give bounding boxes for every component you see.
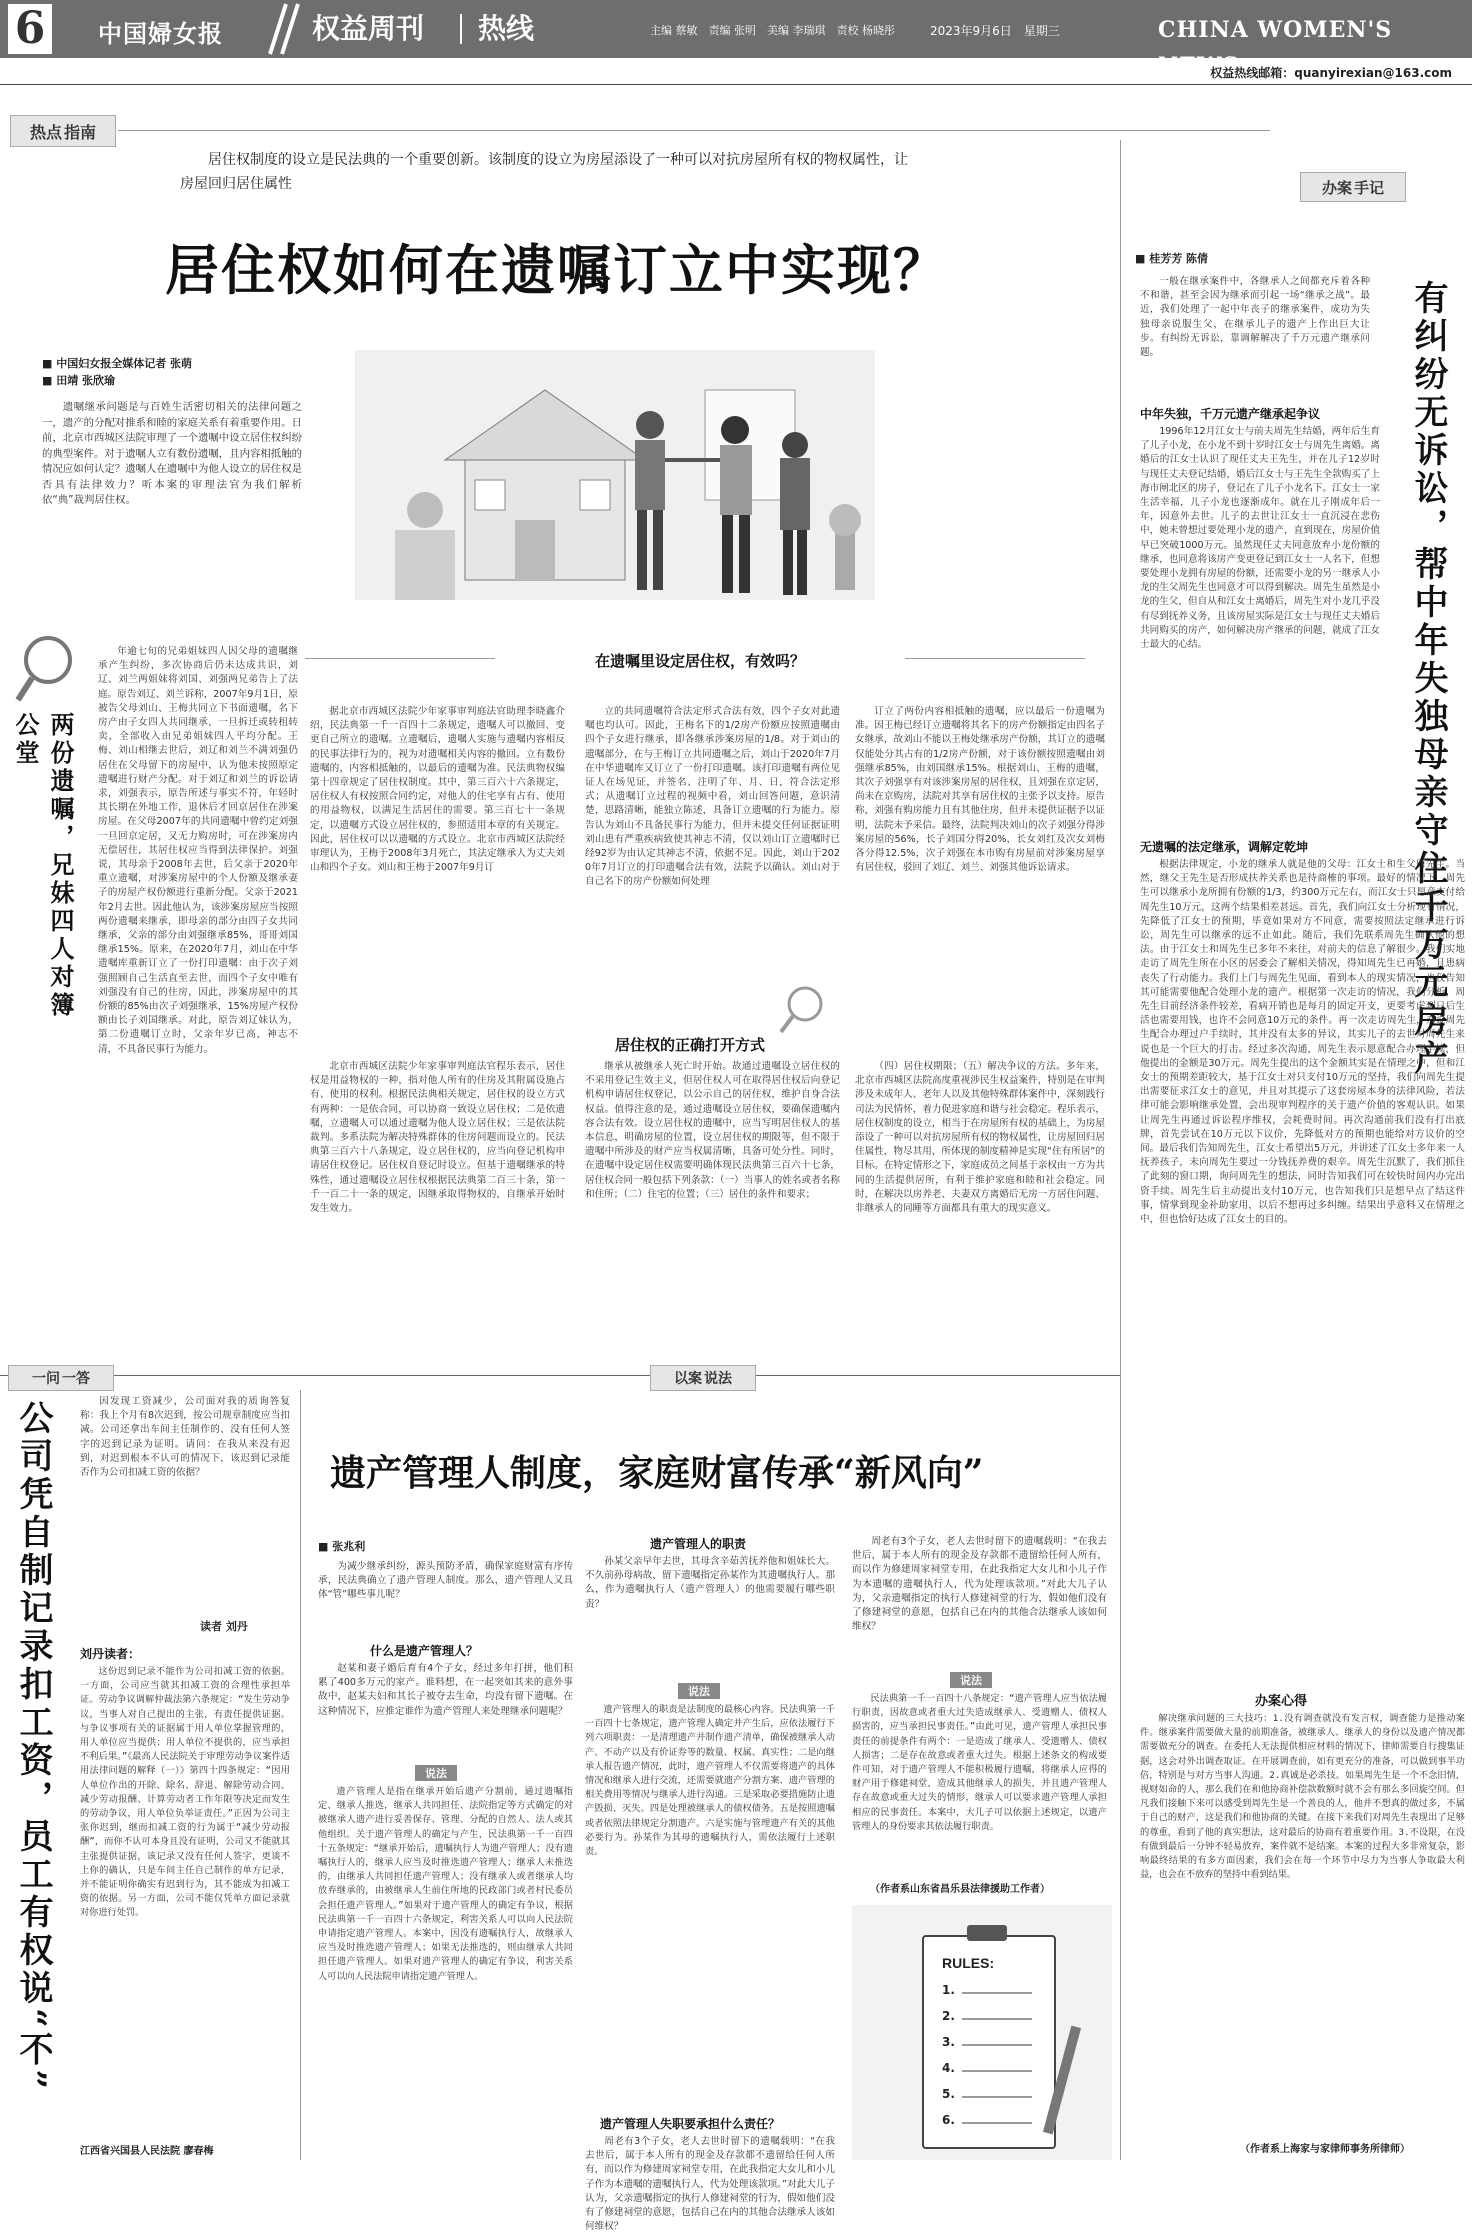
law-t2: 孙某父亲早年去世，其母含辛茹苦抚养他和姐妹长大。不久前孙母病故，留下遗嘱指定孙某作为其遗嘱执行人。那么，作为遗嘱执行人（遗产管理人）的他需要履行哪些职责？ [585,1556,835,1610]
rules-item: 1. [942,1983,955,1997]
rules-title: RULES: [942,1955,995,1971]
section-name: 权益周刊 [312,12,425,45]
case-text: 年逾七旬的兄弟姐妹四人因父母的遗嘱继承产生纠纷，多次协商后仍未达成共识，刘辽、刘兰两姐妹将刘国、刘强两兄弟告上了法庭。原告刘辽、刘兰诉称，2007年9月1日，原被告父母刘山、王梅共同立下书面遗嘱，名下房产由子女四人共同继承，一旦拆迁或转租转卖，全部收入由兄弟姐妹四人平均分配。王梅、刘山相继去世后，刘辽和刘兰不满刘强仍居住在父母留下的房屋中，认为他未按照原定遗嘱进行财产分配。对于刘辽和刘兰的诉讼请求，刘强表示，原告所述与事实不符，年轻时其长期在外地工作，退休后才回京居住在涉案房屋。在父母2007年的共同遗嘱中曾约定刘强一旦回京定居，又无力购房时，可在涉案房内无偿居住，其居住权应当得到法律保护。刘强说，其母亲于2008年去世，后父亲于2020年重立遗嘱，对涉案房屋中的个人份额及继承妻子的房屋产权份额进行重新分配。父亲于2021年2月去世。因此他认为，该涉案房屋应当按照两份遗嘱来继承，即母亲的部分由四子女共同继承，父亲的部分由刘强继承85%，哥哥刘国继承15%。原来，在2020年7月，刘山在中华遗嘱库重新订立了一份打印遗嘱：由于次子刘强照顾自己生活直至去世，而四个子女中唯有刘强没有自己的住房，因此，涉案房屋中的其份额的85%由次子刘强继承，15%房屋产权份额由长子刘国继承。对此，原告刘辽妹认为，第二份遗嘱订立时，父亲年岁已高，神志不清，不具备民事行为能力。 [98,646,298,1055]
law-t3: 周老有3个子女，老人去世时留下的遗嘱载明：“在我去世后，属于本人所有的现金及存款都不遗留给任何人所有，而以作为修建周家祠堂专用，在此我指定大女儿和小儿子作为本遗嘱的遗嘱执行人，代为处理该款项。”对此大儿子认为，父亲遗嘱指定的执行人修建祠堂的行为，假如他们没有了修建祠堂的意愿，包括自己在内的其他合法继承人该如何维权？ [852,1536,1107,1633]
paper-logo: 中国婦女报 [98,19,223,48]
subsection-name: 热线 [478,12,535,45]
valid-subhead: 在遗嘱里设定居住权，有效吗？ [594,652,805,670]
qa-author: 江西省兴国县人民法院 廖春梅 [80,2146,214,2157]
illustration-house-keys [325,330,905,620]
hot-guide-tag: 热点 指南 [10,115,116,147]
case-notes-tag: 办案 手记 [1300,172,1406,202]
rules-lines [962,1985,1042,2135]
rules-item: 4. [942,2061,955,2075]
notes-mind: 解决继承问题的三大技巧：1.没有调查就没有发言权，调查能力是推动案件。继承案件需要做大量的前期准备，被继承人、继承人的身份以及遗产情况都需要做充分的调查。在委托人无法提供相应材料的情况下，律师需要自行搜集证据，这会对外出调查取证。在开展调查前，如有更充分的准备，可以做到事半功倍，特别是与对方当事人沟通。2.真诚是必杀技。如果周先生是一个不念旧情，视财如命的人，那么我们在和他协商补偿款数额时就不会有那么多回旋空间。但凡我们接触下来可以感受到周先生是一个善良的人，他并不想真的做过多，不属于自己的财产，这是我们和他协商的关键。在接下来我们对周先生表现出了足够的尊重，看到了他的真实想法，这对最后的协商有着重要作用。3.不设限，在没有做到最后一分钟不轻易放弃，案件就不是结案。本案的过程大多非常复杂，影响最终结果的有多方面因素，我们会在每一个环节中尽力为当事人争取最大利益，也会在不放弃的坚持中看到结果。 [1140,1713,1465,1881]
qa-headline: 公司凭自制记录扣工资，员工有权说“不” [13,1400,53,2094]
qa-answer-head: 刘丹读者： [80,1647,141,1661]
section-divider [460,14,462,44]
notes-author: （作者系上海家与家律师事务所律师） [1240,2144,1410,2155]
law-talk-tag: 以案 说法 [650,1365,756,1391]
law-byline: ■ 张兆利 [318,1540,366,1553]
qa-law-rule [300,1390,301,2160]
issue-date: 2023年9月6日 星期三 [930,24,1060,38]
magnifier-icon [14,628,84,708]
right-col-3: （四）居住权期限；（五）解决争议的方法。多年来，北京市西城区法院高度重视涉民生权益案件，特别是在审判涉及未成年人、老年人以及其他特殊群体案件中，深刻践行司法为民情怀，着力促进家庭和谐与社会稳定。程乐表示，居住权制度的设立，相当于在房屋所有权的基础上，为房屋添设了一种可以对抗房屋所有权的物权属性，让房屋回归居住属性，物尽其用，所体现的制度精神是实现“住有所居”的目标。在特定情形之下，家庭成员之间基于亲权由一方为共同的生活提供居所，有利于维护家庭和睦和社会稳定。同时，在解决以房养老、夫妻双方离婚后无房一方居住问题、非继承人的同睡等方面都具有重大的现实意义。 [855,1061,1105,1215]
notes-sub-1: 中年失独，千万元遗产继承起争议 [1140,407,1321,421]
law-t3b: 民法典第一千一百四十八条规定：“遗产管理人应当依法履行职责，因故意或者重大过失造成继承人、受遗赠人、债权人损害的，应当承担民事责任。”由此可见，遗产管理人承担民事责任的前提条件有两个：一是造成了继承人、受遗赠人、债权人损害；二是存在故意或者重大过失。根据上述条文的构成要件可知，对于遗产管理人不能积极履行遗嘱，将继承人应得的财产用于修建祠堂，造成其他继承人的损失，并且遗产管理人存在故意或重大过失的情形，继承人可以要求遗产管理人承担相应的民事责任。本案中，大儿子可以依据上述规定，以遗产管理人的身份要求其依法履行职责。 [852,1693,1107,1832]
qa-tag: 一问 一答 [8,1365,114,1391]
rules-item: 5. [942,2087,955,2101]
rules-item: 3. [942,2035,955,2049]
lead-deck: 居住权制度的设立是民法典的一个重要创新。该制度的设立为房屋添设了一种可以对抗房屋所有权的物权属性，让房屋回归居住属性 [180,152,908,192]
header-rule [0,84,1472,85]
valid-col-2: 立的共同遗嘱符合法定形式合法有效，四个子女对此遗嘱也均认可。因此，王梅名下的1/2房产份额应按照遗嘱由四个子女进行继承，即各继承涉案房屋的1/8。对于刘山的遗嘱部分，在与王梅订立共同遗嘱之后，刘山于2020年7月在中华遗嘱库又订立了一份打印遗嘱。该打印遗嘱有两位见证人在场见证，并签名、注明了年、月、日，符合法定形式；从遗嘱订立过程的视频中看，刘山回答问题，意识清楚，思路清晰，能独立陈述，具备订立遗嘱的行为能力。原告认为刘山不具备民事行为能力，但并未提交任何证据证明刘山患有严重疾病致使其神志不清，仅以刘山订立遗嘱时已经92岁为由认定其神志不清，依据不足。因此，刘山于2020年7月订立的打印遗嘱合法有效，法院予以确认。刘山对于自己名下的房产份额如何处理 [585,706,840,888]
qa-letter: 因发现工资减少，公司面对我的质询答复称：我上个月有8次迟到，按公司规章制度应当扣减。公司还拿出车间主任制作的、没有任何人签字的迟到记录为证明。请问：在我从来没有迟到，对迟到根本不认可的情况下，该迟到记录能否作为公司扣减工资的依据？ [80,1396,290,1479]
notes-intro: 一般在继承案件中，各继承人之间都充斥着各种不和谐，甚至会因为继承而引起一场“继承之战”。最近，我们处理了一起中年丧子的继承案件，成功为失独母亲说服生父，在继承儿子的遗产上作出巨大让步。有纠纷无诉讼，靠调解解决了千万元遗产继承问题。 [1140,276,1370,359]
law-t1b: 遗产管理人是指在继承开始后遗产分割前，通过遗嘱指定、继承人推选，继承人共同担任、法院指定等方式确定的对被继承人遗产进行妥善保存、管理、分配的自然人、法人或其他组织。关于遗产管理人的确定与产生，民法典第一千一百四十五条规定：“继承开始后，遗嘱执行人为遗产管理人；没有遗嘱执行人的，继承人应当及时推选遗产管理人；继承人未推选的，由继承人共同担任遗产管理人；没有继承人或者继承人均放弃继承的，由被继承人生前住所地的民政部门或者村民委员会担任遗产管理人。”如果对于遗产管理人的确定有争议，根据民法典第一千一百四十六条规定，利害关系人可以向人民法院申请指定遗产管理人。本案中，因没有遗嘱执行人，故继承人应当及时推选遗产管理人；如果无法推选的，则由继承人共同担任遗产管理人。如果对遗产管理人的确定有争议，利害关系人可以向人民法院申请指定遗产管理人。 [318,1786,573,1982]
law-author: （作者系山东省昌乐县法律援助工作者） [870,1884,1050,1895]
notes-sub-2: 无遗嘱的法定继承，调解定乾坤 [1140,840,1309,854]
valid-rule-left [305,658,495,659]
right-subhead: 居住权的正确打开方式 [614,1036,765,1054]
notes-mind-title: 办案心得 [1255,1694,1308,1709]
right-col-2: 继承从被继承人死亡时开始。故通过遗嘱设立居住权的不采用登记生效主义，但居住权人可在取得居住权后向登记机构申请居住权登记，以公示自己的居住权，维护自身合法权益。值得注意的是，通过遗嘱设立居住权，要确保遗嘱内容合法有效。设立居住权的遗嘱中，应当写明居住权人的基本信息，明确房屋的位置，设立居住权的期限等，但不限于遗嘱中所涉及的财产应当权属清晰，具备可处分性。同时，在遗嘱中设定居住权需要明确体现民法典第三百六十七条，居住权合同一般包括下列条款：（一）当事人的姓名或者名称和住所；（二）住宅的位置；（三）居住的条件和要求； [585,1061,840,1200]
valid-rule-right [905,658,1085,659]
header-english: CHINA WOMEN'S NEWS [1158,17,1393,79]
valid-col-3: 订立了两份内容相抵触的遗嘱，应以最后一份遗嘱为准。因王梅已经订立遗嘱将其名下的房产份额指定由四名子女继承，故刘山不能以王梅处继承房产份额，其订立的遗嘱仅能处分其占有的1/2房产份额，对于该份额按照遗嘱由刘强继承85%，由刘国继承15%。根据刘山、王梅的遗嘱，其次子刘强享有对该涉案房屋的居住权，且刘强在京定居，尚未在京购房，法院对其享有居住权的主张予以支持。原告称，刘强有购房能力且有其他住房，但并未提供证据予以证明，法院未予采信。最终，法院判决刘山的次子刘强分得涉案房屋的56%，长子刘国分得20%，长女刘红及次女刘梅各分得12.5%，次子刘强在本市购有房屋前对涉案房屋享有居住权，驳回了刘辽、刘兰、刘强其他诉讼请求。 [855,706,1105,874]
case-title: 两份遗嘱，兄妹四人对簿公堂 [11,712,75,1020]
law-q1: 什么是遗产管理人？ [370,1644,479,1658]
law-headline: 遗产管理人制度，家庭财富传承“新风向” [330,1452,984,1494]
bottom-rule [0,1375,1120,1376]
rules-item: 2. [942,2009,955,2023]
guide-rule [118,130,1270,131]
law-t3-start: 周老有3个子女，老人去世时留下的遗嘱载明：“在我去世后，属于本人所有的现金及存款都不遗留给任何人所有，而以作为修建周家祠堂专用，在此我指定大女儿和小儿子作为本遗嘱的遗嘱执行人，代为处理该款项。”对此大儿子认为，父亲遗嘱指定的执行人修建祠堂的行为，假如他们没有了修建祠堂的意愿，包括自己在内的其他合法继承人该如何维权？ [585,2136,835,2233]
main-right-rule [1120,140,1121,2160]
law-tag-2: 说法 [678,1683,720,1699]
law-tag-1: 说法 [415,1765,457,1781]
notes-text-2: 根据法律规定，小龙的继承人就是他的父母：江女士和生父周先生。当然，继父王先生是否形成扶养关系也是待商榷的事项。最好的情况下，周先生可以继承小龙所拥有份额的1/3，约300万元左右，而江女士只愿意支付给周先生10万元，这两个结果相差甚远。首先，我们向江女士分析现有情况，先降低了江女士的预期，毕竟如果对方不同意，需要按照法定继承进行诉讼，周先生可以继承的远不止如此。随后，我们先联系周先生确认他的想法。由于江女士和周先生已多年不来往，对前夫的信息了解很少。我们实地走访了周先生所在小区的居委会了解相关情况，得知周先生已再婚，且患病丧失了行动能力。我们上门与周先生见面，看到本人的现实情况，也仅告知其可能需要他配合处理小龙的遗产。根据第一次走访的情况，我们分析，周先生目前经济条件较差，看病开销也是每月的固定开支，更要考虑到日后生活也需要用钱，也许不会同意10万元的条件。再一次走访周先生，劝说周先生配合办理过户手续时，其并没有太多的异议，其实儿子的去世对周先生来说也是一个巨大的打击。经过多次沟通，周先生表示愿意配合办理手续，但他提出的金额是30万元。周先生提出的这个金额其实是在情理之中，但和江女士的预期差距较大，基于江女士对只支付10万元的坚持，我们向周先生提出需要征求江女士的意见，并且对其提示了这套房屋本身的法律风险，若法律可能会影响继承处置，会出现审判程序的关于遗产价值的客观认识。如果让周先生再通过诉讼程序维权，会耗费时间。再次沟通前我们没有打出底牌，首先尝试在10万元以下议价，先降低对方的预期也能给对方议价的空间。最后我们告知周先生，江女士希望出5万元，并讲述了江女士多年来一人抚养孩子，未向周先生要过一分钱抚养费的艰辛。周先生沉默了，我们抓住了此刻的窗口期，询问周先生的想法，同时告知我们可在较快时间内办完出资手续。周先生后主动提出支付10万元，也告知我们只是想早点了结这件事，情掌到现金补助家用，以后不想再过多纠缠。结果出乎意料又在情理之中，但也恰好达成了江女士的目的。 [1140,859,1465,1226]
magnifier-icon-2 [775,980,831,1036]
notes-headline: 有纠纷无诉讼，帮中年失独母亲守住千万元房产 [1408,280,1448,1078]
law-q3: 遗产管理人失职要承担什么责任？ [600,2117,781,2131]
qa-reader: 读者 刘丹 [200,1620,248,1633]
right-col-1: 北京市西城区法院少年家事审判庭法官程乐表示，居住权是用益物权的一种，指对他人所有的住房及其附属设施占有、使用的权利。根据民法典相关规定，居住权的设立方式有两种：一是依合同，可以协商一致设立居住权；二是依遗嘱，立遗嘱人可以通过遗嘱为他人设立居住权；三是依法院裁判。多系法院为解决特殊群体的住房问题而设立的。民法典第三百六十八条规定，设立居住权的，应当向登记机构申请居住权登记。居住权自登记时设立。但基于遗嘱继承的特殊性，通过遗嘱设立居住权根据民法典第二百三十条，第一千一百二十一条的规定，因继承取得物权的，自继承开始时发生效力。 [310,1061,565,1215]
clipboard-clip [967,1925,1007,1941]
byline-authors: ■ 田靖 张欣瑜 [42,374,116,387]
lead-intro: 遗嘱继承问题是与百姓生活密切相关的法律问题之一，遗产的分配对推系和睦的家庭关系有着重要作用。日前，北京市西城区法院审理了一个遗嘱中设立居住权纠纷的典型案件。对于遗嘱人立有数份遗嘱，且内容相抵触的情况应如何认定？遗嘱人在遗嘱中为他人设立的居住权是否具有法律效力？听本案的审理法官为我们解析依“典”裁判居住权。 [42,401,302,506]
lead-headline: 居住权如何在遗嘱订立中实现？ [165,238,949,302]
law-intro: 为减少继承纠纷，源头预防矛盾，确保家庭财富有序传承，民法典确立了遗产管理人制度。那么，遗产管理人又具体“管”哪些事儿呢？ [318,1561,573,1601]
law-t1: 赵某和妻子婚后育有4个子女，经过多年打拼，他们积累了400多万元的家产。谁料想，在一起突如其来的意外事故中，赵某夫妇和其长子被夺去生命，均没有留下遗嘱。在这种情况下，应推定谁作为遗产管理人来处理继承问题呢？ [318,1663,573,1717]
hotline-email: 权益热线邮箱：quanyirexian@163.com [1210,66,1452,80]
staff-list: 主编 蔡敏 责编 张明 美编 李瑞琪 责校 杨晓彤 [650,24,895,37]
law-t2b: 遗产管理人的职责是法制度的最核心内容。民法典第一千一百四十七条规定，遗产管理人确定并产生后，应依法履行下列六项职责：一是清理遗产并制作遗产清单，确保被继承人动产、不动产以及有价证券等的数量、权属、真实性；二是向继承人报告遗产情况，此时，遗产管理人不仅需要将遗产的具体情况和继承人进行交流，还需要就遗产分割方案、遗产管理的相关费用等情况与继承人进行沟通。三是采取必要措施防止遗产毁损、灭失。四是处理被继承人的债权债务。五是按照遗嘱或者依照法律规定分割遗产。六是实施与管理遗产有关的其他必要行为。孙某作为其母的遗嘱执行人，需依法履行上述职责。 [585,1704,835,1858]
law-tag-3: 说法 [950,1672,992,1688]
notes-text-1: 1996年12月江女士与前夫周先生结婚，两年后生育了儿子小龙，在小龙不到十岁时江女士与周先生离婚。离婚后的江女士认识了现任丈夫王先生，并在儿子12岁时与现任丈夫登记结婚，婚后江女士与王先生全款购买了上海市闸北区的房子，登记在了儿子小龙名下。江女士一家生活幸福，儿子小龙也逐渐成年。就在儿子刚成年后一年，因意外去世。儿子的去世让江女士一直沉浸在悲伤中，她未曾想过要处理小龙的遗产，直到现在，房屋价值早已突破1000万元。虽然现任丈夫同意放弃小龙份额的继承，也同意将该房产变更登记到江女士一人名下，但想要处理小龙拥有房屋的份额，还需要小龙的另一继承人小龙的生父周先生也同意才可以得到解决。周先生虽然是小龙的生父，但自从和江女士离婚后，周先生对小龙几乎没有尽到抚养义务，且该房屋实际是江女士与现任丈夫婚后共同购买的房产，如何解决房产继承的问题，就成了江女士最大的心结。 [1140,426,1380,651]
law-q2: 遗产管理人的职责 [650,1537,747,1551]
header-slash-icon [252,4,302,54]
rules-item: 6. [942,2113,955,2127]
page-number: 6 [8,4,52,54]
notes-byline: ■ 桂芳芳 陈倩 [1135,252,1209,265]
rules-clipboard-illustration [852,1905,1112,2160]
valid-col-1: 据北京市西城区法院少年家事审判庭法官助理李晓鑫介绍，民法典第一千一百四十二条规定，遗嘱人可以撤回、变更自己所立的遗嘱。立遗嘱后，遗嘱人实施与遗嘱内容相反的民事法律行为的，视为对遗嘱相关内容的撤回。立有数份遗嘱的，内容相抵触的，以最后的遗嘱为准。民法典物权编第十四章规定了居住权制度。其中，第三百六十六条规定，居住权人有权按照合同约定，对他人的住宅享有占有、使用的用益物权，以满足生活居住的需要。第三百七十一条规定，以遗嘱方式设立居住权的，参照适用本章的有关规定。因此，居住权可以以遗嘱的方式设立。北京市西城区法院经审理认为，王梅于2008年3月死亡，其法定继承人为丈夫刘山和四个子女。刘山和王梅于2007年9月订 [310,706,565,874]
qa-answer: 这份迟到记录不能作为公司扣减工资的依据。一方面，公司应当就其扣减工资的合理性承担举证。劳动争议调解仲裁法第六条规定：“发生劳动争议，当事人对自己提出的主张，有责任提供证据。与争议事项有关的证据属于用人单位掌握管理的，用人单位应当提供；用人单位不提供的，应当承担不利后果。”《最高人民法院关于审理劳动争议案件适用法律问题的解释（一）》第四十四条规定：“因用人单位作出的开除、除名、辞退、解除劳动合同、减少劳动报酬、计算劳动者工作年限等决定而发生的劳动争议，用人单位负举证责任。”正因为公司主张你迟到，继而扣减工资的行为属于“减少劳动报酬”，而你不认可本身且没有证明，公司又不能就其主张提供证据，该记录又没有任何人签字，更谈不上你的确认，只是车间主任自己制作的单方记录，并不能证明你确实有迟到行为，其不能成为扣减工资的依据。另一方面，公司不能仅凭单方面记录就对你进行处罚。 [80,1666,290,1919]
byline-reporter: ■ 中国妇女报全媒体记者 张萌 [42,357,193,370]
